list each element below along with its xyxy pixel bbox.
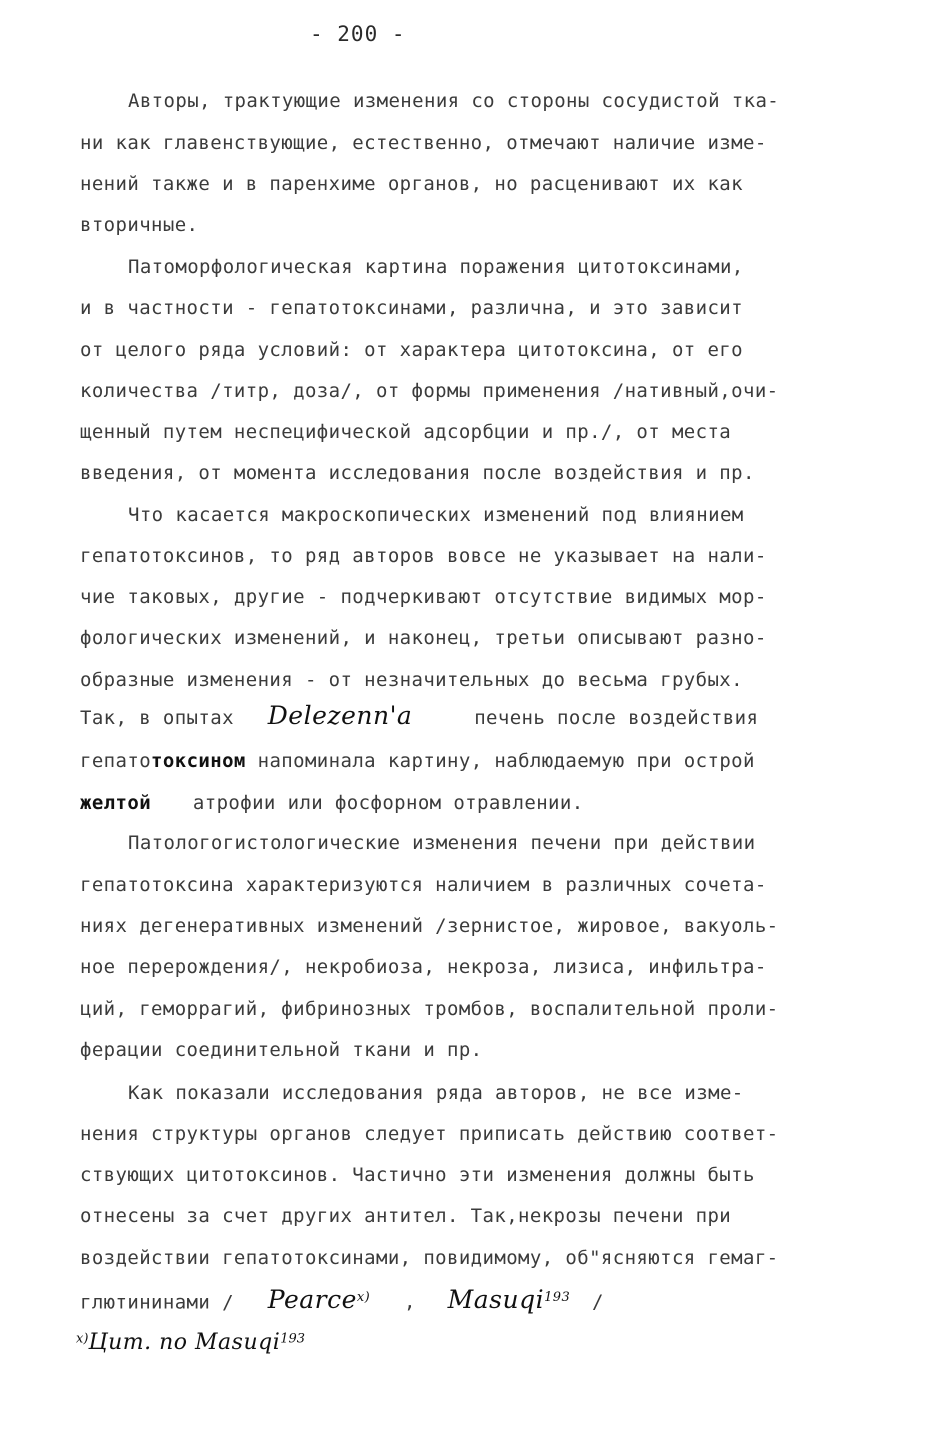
text-line: отнесены за счет других антител. Так,некрозы печени при [80,1205,732,1227]
text-line: образные изменения - от незначительных до весьма грубых. [80,669,743,691]
text-line: воздействии гепатотоксинами, повидимому, об"ясняются гемаг- [80,1247,779,1269]
text-segment: гепато [80,750,152,772]
text-segment: Так, в опытах [80,707,234,729]
text-line: ствующих цитотоксинов. Частично эти изменения должны быть [80,1164,755,1186]
text-line: гепатотоксина характеризуются наличием в различных сочета- [80,874,767,896]
overtyped-word: токсином [151,750,246,772]
handwritten-footnote [76,1330,305,1355]
text-segment: напоминала картину, наблюдаемую при острой [257,750,755,772]
text-line: чие таковых, другие - подчеркивают отсутствие видимых мор- [80,586,767,608]
text-line [80,748,755,774]
reference-number: 193 [544,1290,571,1305]
text-line: и в частности - гепатотоксинами, различна, и это зависит [80,297,743,319]
text-line [80,703,758,731]
text-segment: / [591,1291,604,1314]
overtyped-word: желтой [80,792,152,814]
text-line: количества /титр, доза/, от формы применения /нативный,очи- [80,380,779,402]
reference-number: 193 [280,1331,306,1347]
text-segment: глютининами / [80,1291,234,1314]
text-line: нения структуры органов следует приписать действию соответ- [80,1123,779,1145]
text-line: ферации соединительной ткани и пр. [80,1039,483,1061]
text-line: Авторы, трактующие изменения со стороны сосудистой тка- [128,90,780,112]
text-line: фологических изменений, и наконец, третьи описывают разно- [80,627,767,649]
handwritten-author-name: Delezenn'a [267,701,413,730]
text-line: ни как главенствующие, естественно, отмечают наличие изме- [80,132,767,154]
footnote-text: Цит. по Masuqi [88,1330,281,1355]
text-line [80,790,584,816]
text-line: Как показали исследования ряда авторов, не все изме- [128,1082,744,1104]
text-line: введения, от момента исследования после воздействия и пр. [80,462,755,484]
footnote-mark: x) [76,1331,89,1347]
text-line: ниях дегенеративных изменений /зернистое, жировое, вакуоль- [80,915,779,937]
text-line [80,1285,604,1315]
text-line: вторичные. [80,214,199,236]
text-line: ций, геморрагий, фибринозных тромбов, воспалительной проли- [80,998,779,1020]
footnote-mark: x) [356,1290,371,1305]
text-segment: печень после воздействия [474,707,759,729]
handwritten-author-name: Pearce [267,1285,357,1315]
text-line: Патологогистологические изменения печени при действии [128,832,756,854]
text-segment: , [403,1291,416,1314]
text-line: Патоморфологическая картина поражения цитотоксинами, [128,256,744,278]
text-line: нений также и в паренхиме органов, но расценивают их как [80,173,743,195]
text-segment: атрофии или фосфорном отравлении. [192,792,584,814]
page-number: - 200 - [310,22,406,46]
handwritten-author-name: Masuqi [447,1285,545,1315]
text-line: гепатотоксинов, то ряд авторов вовсе не указывает на нали- [80,545,767,567]
text-line: щенный путем неспецифической адсорбции и пр./, от места [80,421,732,443]
text-line: ное перерождения/, некробиоза, некроза, лизиса, инфильтра- [80,956,767,978]
text-line: Что касается макроскопических изменений под влиянием [128,504,744,526]
text-line: от целого ряда условий: от характера цитотоксина, от его [80,339,743,361]
